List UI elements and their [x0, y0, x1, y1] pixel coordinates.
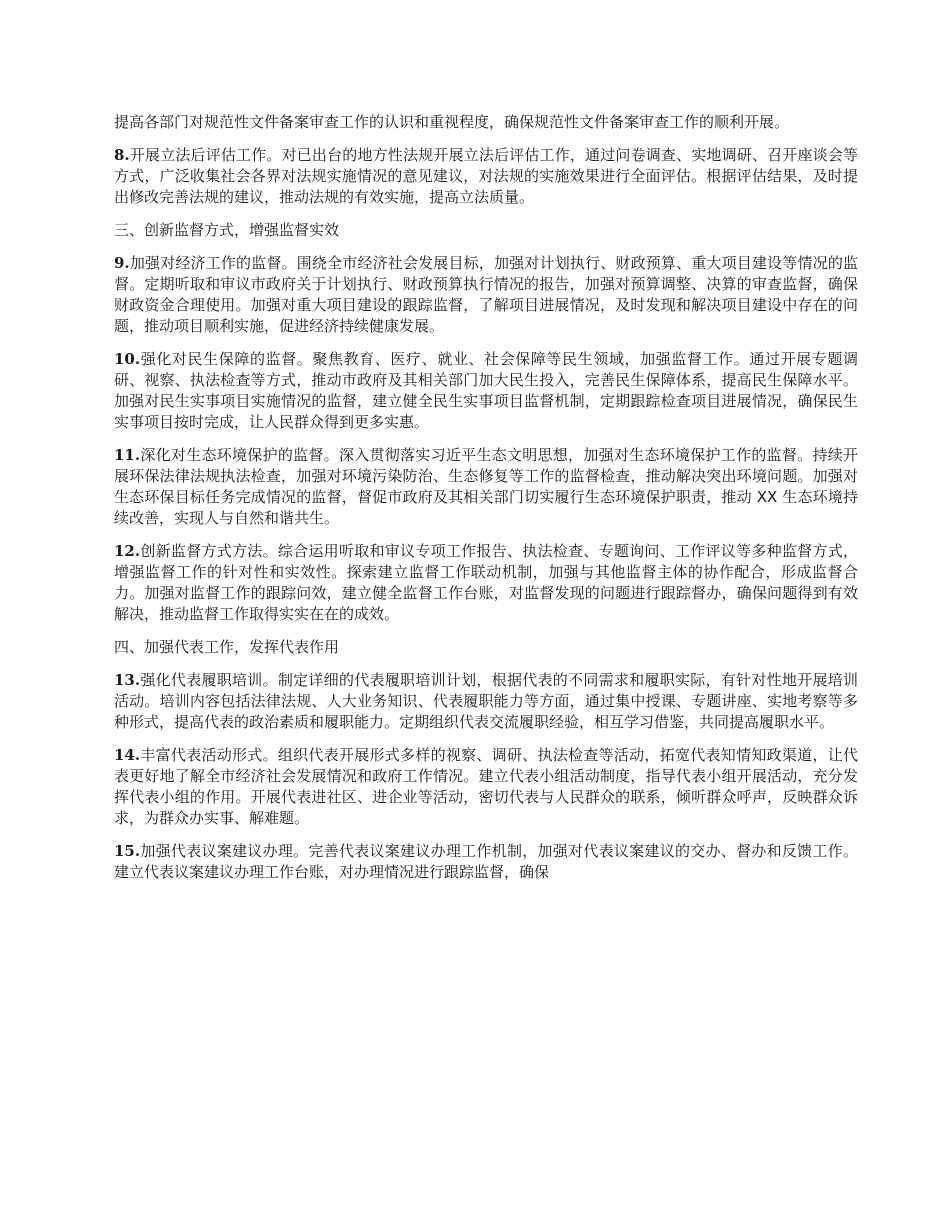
paragraph-12: [114, 541, 858, 625]
paragraph-continuation: [114, 112, 858, 133]
paragraph-text: 丰富代表活动形式。组织代表开展形式多样的视察、调研、执法检查等活动，拓宽代表知情知政渠道，让代表更好地了解全市经济社会发展情况和政府工作情况。建立代表小组活动制度，指导代表小组开展活动，充分发挥代表小组的作用。开展代表进社区、进企业等活动，密切代表与人民群众的联系，倾听群众呼声，反映群众诉求，为群众办实事、解难题。: [114, 746, 858, 827]
paragraph-text: 强化代表履职培训。制定详细的代表履职培训计划，根据代表的不同需求和履职实际，有针对性地开展培训活动。培训内容包括法律法规、人大业务知识、代表履职能力等方面，通过集中授课、专题讲座、实地考察等多种形式，提高代表的政治素质和履职能力。定期组织代表交流履职经验，相互学习借鉴，共同提高履职水平。: [114, 671, 858, 731]
paragraph-14: [114, 745, 858, 829]
paragraph-9: [114, 253, 858, 337]
paragraph-text: 加强代表议案建议办理。完善代表议案建议办理工作机制，加强对代表议案建议的交办、督办和反馈工作。建立代表议案建议办理工作台账，对办理情况进行跟踪监督，确保: [114, 842, 858, 881]
section-heading-4: 四、加强代表工作，发挥代表作用: [114, 638, 340, 656]
item-number: 15.: [114, 842, 141, 860]
paragraph-text: 加强对经济工作的监督。围绕全市经济社会发展目标，加强对计划执行、财政预算、重大项目建设等情况的监督。定期听取和审议市政府关于计划执行、财政预算执行情况的报告，加强对预算调整、决算的审查监督，确保财政资金合理使用。加强对重大项目建设的跟踪监督，了解项目进展情况，及时发现和解决项目建设中存在的问题，推动项目顺利实施，促进经济持续健康发展。: [114, 254, 858, 335]
paragraph-text: 提高各部门对规范性文件备案审查工作的认识和重视程度，确保规范性文件备案审查工作的顺利开展。: [114, 113, 790, 131]
paragraph-15: [114, 841, 858, 883]
paragraph-text: 开展立法后评估工作。对已出台的地方性法规开展立法后评估工作，通过问卷调查、实地调研、召开座谈会等方式，广泛收集社会各界对法规实施情况的意见建议，对法规的实施效果进行全面评估。根据评估结果，及时提出修改完善法规的建议，推动法规的有效实施，提高立法质量。: [114, 146, 858, 206]
item-number: 8.: [114, 146, 130, 164]
section-heading-3: 三、创新监督方式，增强监督实效: [114, 221, 340, 239]
item-number: 11.: [114, 446, 141, 464]
item-number: 13.: [114, 671, 141, 689]
paragraph-13: [114, 670, 858, 733]
item-number: 9.: [114, 254, 130, 272]
paragraph-text: 创新监督方式方法。综合运用听取和审议专项工作报告、执法检查、专题询问、工作评议等多种监督方式，增强监督工作的针对性和实效性。探索建立监督工作联动机制，加强与其他监督主体的协作配合，形成监督合力。加强对监督工作的跟踪问效，建立健全监督工作台账，对监督发现的问题进行跟踪督办，确保问题得到有效解决，推动监督工作取得实实在在的成效。: [114, 542, 858, 623]
item-number: 10.: [114, 350, 141, 368]
item-number: 14.: [114, 746, 141, 764]
document-body: [114, 112, 858, 895]
paragraph-10: [114, 349, 858, 433]
paragraph-8: [114, 145, 858, 208]
paragraph-text: 深化对生态环境保护的监督。深入贯彻落实习近平生态文明思想，加强对生态环境保护工作的监督。持续开展环保法律法规执法检查，加强对环境污染防治、生态修复等工作的监督检查，推动解决突出环境问题。加强对生态环保目标任务完成情况的监督，督促市政府及其相关部门切实履行生态环境保护职责，推动 XX 生态环境持续改善，实现人与自然和谐共生。: [114, 446, 858, 527]
paragraph-text: 强化对民生保障的监督。聚焦教育、医疗、就业、社会保障等民生领域，加强监督工作。通过开展专题调研、视察、执法检查等方式，推动市政府及其相关部门加大民生投入，完善民生保障体系，提高民生保障水平。加强对民生实事项目实施情况的监督，建立健全民生实事项目监督机制，定期跟踪检查项目进展情况，确保民生实事项目按时完成，让人民群众得到更多实惠。: [114, 350, 858, 431]
paragraph-11: [114, 445, 858, 529]
item-number: 12.: [114, 542, 141, 560]
